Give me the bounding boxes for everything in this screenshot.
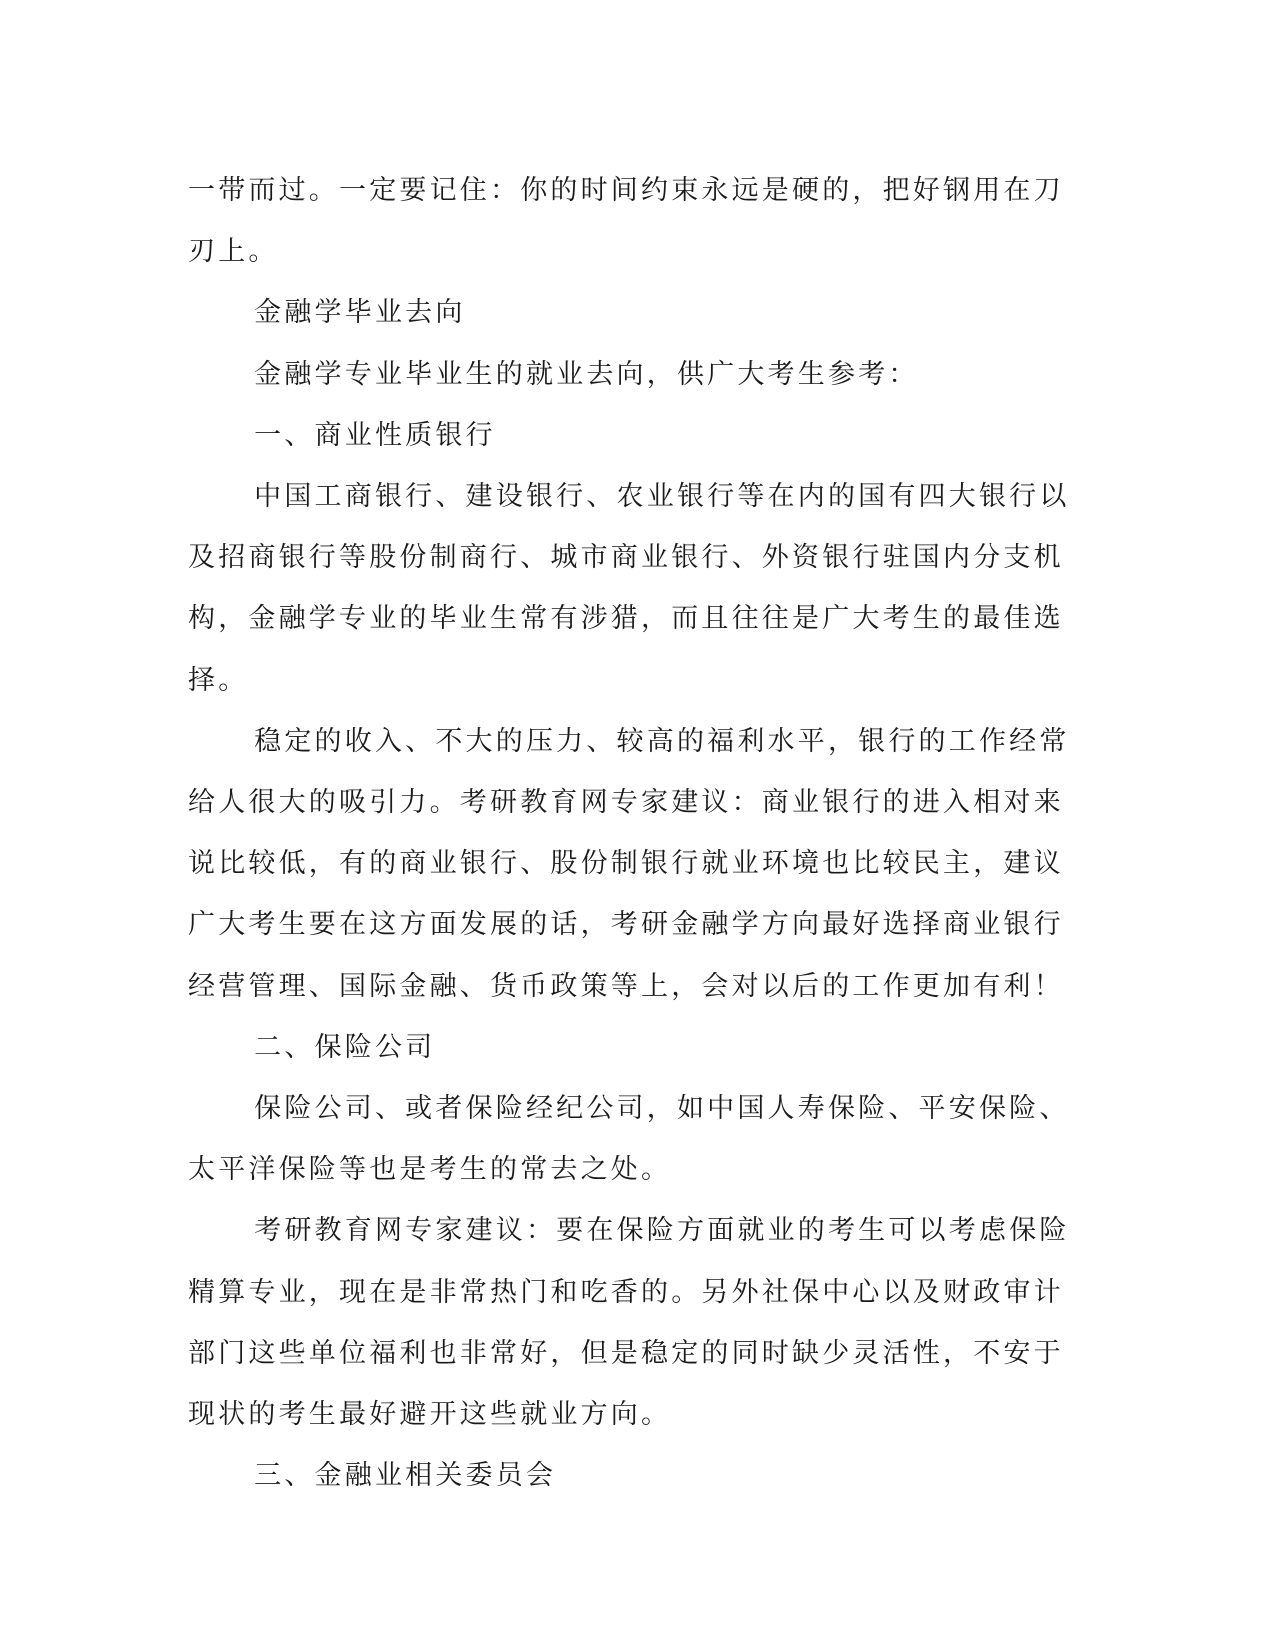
document-body xyxy=(188,160,1078,1506)
heading-committees: 三、金融业相关委员会 xyxy=(254,1460,557,1492)
paragraph-insurance-advice: 考研教育网专家建议：要在保险方面就业的考生可以考虑保险精算专业，现在是非常热门和吃香的。另外社保中心以及财政审计部门这些单位福利也非常好，但是稳定的同时缺少灵活性，不安于现状的考生最好避开这些就业方向。 xyxy=(188,1215,1070,1431)
paragraph-banks-list: 中国工商银行、建设银行、农业银行等在内的国有四大银行以及招商银行等股份制商行、城市商业银行、外资银行驻国内分支机构，金融学专业的毕业生常有涉猎，而且往往是广大考生的最佳选择。 xyxy=(188,481,1070,696)
paragraph-banks-advice: 稳定的收入、不大的压力、较高的福利水平，银行的工作经常给人很大的吸引力。考研教育网专家建议：商业银行的进入相对来说比较低，有的商业银行、股份制银行就业环境也比较民主，建议广大考生要在这方面发展的话，考研金融学方向最好选择商业银行经营管理、国际金融、货币政策等上，会对以后的工作更加有利！ xyxy=(188,725,1070,1002)
heading-commercial-banks: 一、商业性质银行 xyxy=(254,419,496,451)
paragraph-continuation: 一带而过。一定要记住：你的时间约束永远是硬的，把好钢用在刀刃上。 xyxy=(188,175,1064,268)
section-title: 金融学毕业去向 xyxy=(254,297,466,329)
intro-paragraph: 金融学专业毕业生的就业去向，供广大考生参考： xyxy=(254,358,919,390)
heading-insurance: 二、保险公司 xyxy=(254,1031,436,1063)
paragraph-insurance-list: 保险公司、或者保险经纪公司，如中国人寿保险、平安保险、太平洋保险等也是考生的常去之处。 xyxy=(188,1093,1070,1186)
